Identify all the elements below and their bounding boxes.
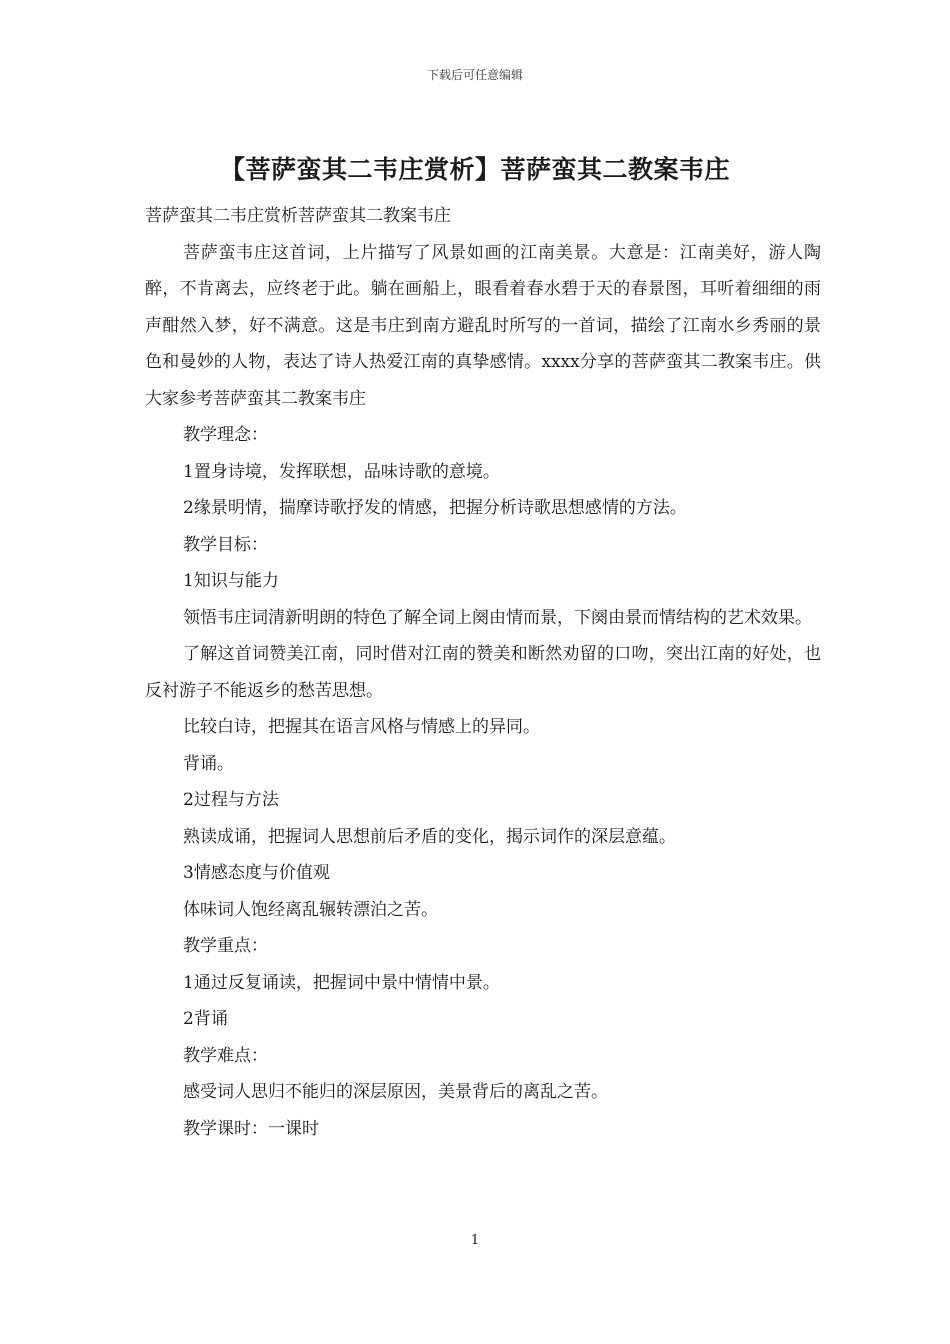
section-heading: 教学课时：一课时	[183, 1118, 319, 1139]
subtitle-line: 菩萨蛮其二韦庄赏析菩萨蛮其二教案韦庄	[145, 206, 451, 226]
body-paragraph: 熟读成诵，把握词人思想前后矛盾的变化，揭示词作的深层意蕴。	[183, 826, 676, 847]
section-heading: 教学理念：	[183, 425, 268, 445]
body-paragraph: 领悟韦庄词清新明朗的特色了解全词上阕由情而景，下阕由景而情结构的艺术效果。	[183, 607, 812, 628]
sub-heading: 2过程与方法	[183, 790, 279, 810]
body-paragraph: 背诵。	[183, 753, 234, 774]
sub-heading: 1知识与能力	[183, 571, 279, 591]
body-paragraph: 体味词人饱经离乱辗转漂泊之苦。	[183, 899, 438, 920]
list-item: 1置身诗境，发挥联想，品味诗歌的意境。	[183, 461, 500, 482]
section-heading: 教学重点：	[183, 936, 268, 956]
body-paragraph: 感受词人思归不能归的深层原因，美景背后的离乱之苦。	[183, 1082, 608, 1102]
document-body	[145, 198, 821, 1147]
list-item: 1通过反复诵读，把握词中景中情情中景。	[183, 972, 500, 993]
section-heading: 教学目标：	[183, 534, 268, 555]
body-paragraph: 比较白诗，把握其在语言风格与情感上的异同。	[183, 717, 540, 737]
intro-paragraph: 菩萨蛮韦庄这首词，上片描写了风景如画的江南美景。大意是：江南美好，游人陶醉，不肯离去，应终老于此。躺在画船上，眼看着春水碧于天的春景图，耳听着细细的雨声酣然入梦，好不满意。这是韦庄到南方避乱时所写的一首词，描绘了江南水乡秀丽的景色和曼妙的人物，表达了诗人热爱江南的真挚感情。xxxx分享的菩萨蛮其二教案韦庄。供大家参考菩萨蛮其二教案韦庄	[145, 242, 821, 409]
body-paragraph: 了解这首词赞美江南，同时借对江南的赞美和断然劝留的口吻，突出江南的好处，也反衬游子不能返乡的愁苦思想。	[145, 644, 821, 701]
sub-heading: 3情感态度与价值观	[183, 863, 330, 883]
header-note: 下载后可任意编辑	[426, 68, 523, 82]
section-heading: 教学难点：	[183, 1045, 268, 1066]
document-title: 【菩萨蛮其二韦庄赏析】菩萨蛮其二教案韦庄	[219, 155, 730, 184]
list-item: 2缘景明情，揣摩诗歌抒发的情感，把握分析诗歌思想感情的方法。	[183, 498, 687, 518]
page-number: 1	[470, 1233, 480, 1248]
list-item: 2背诵	[183, 1009, 228, 1029]
